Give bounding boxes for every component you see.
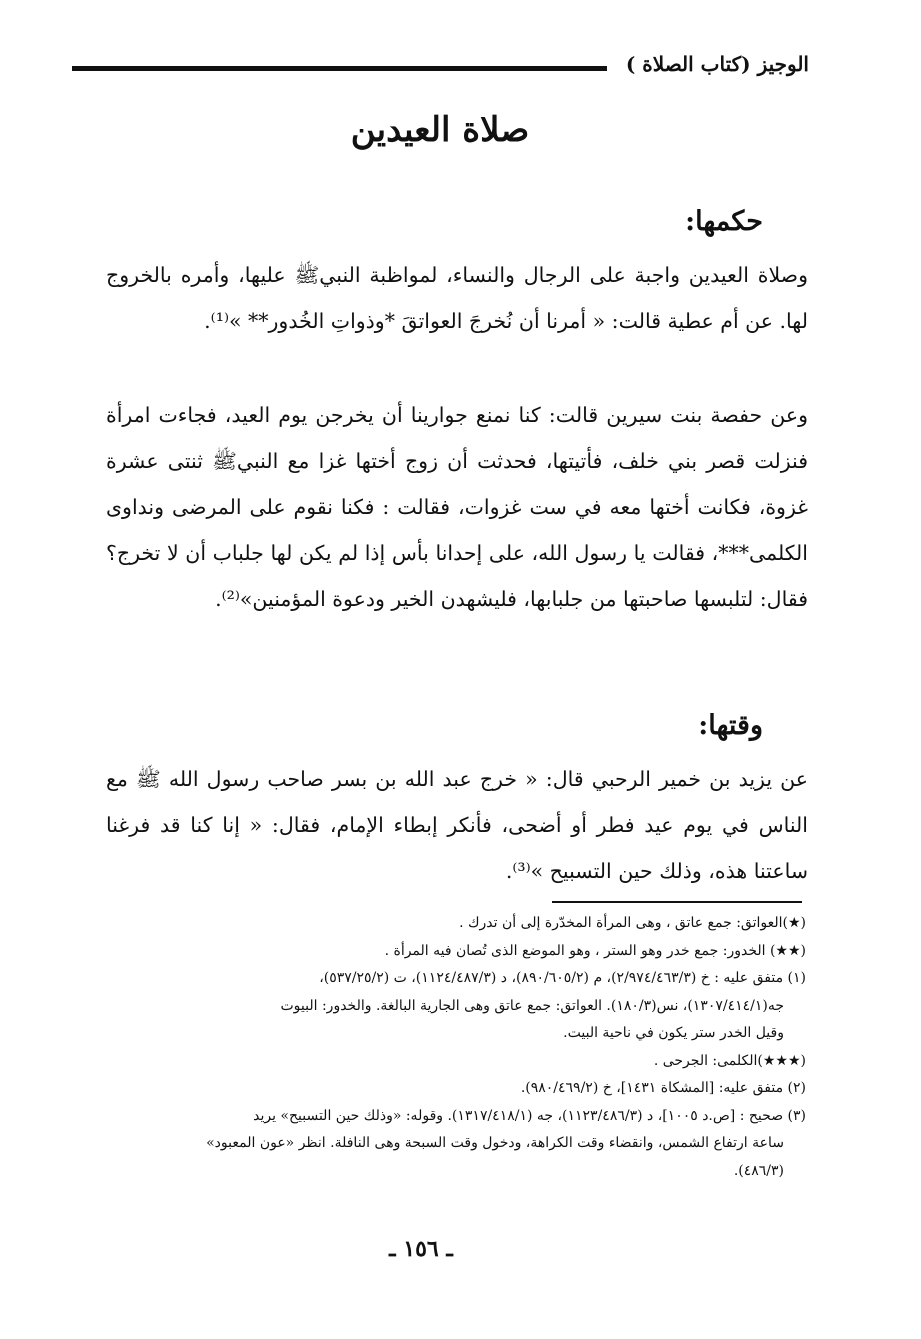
footnote: (٣) صحيح : [ص.د ١٠٠٥]، د (١١٢٣/٤٨٦/٣)، جه (١٣١٧/٤١٨/١). وقوله: «وذلك حين التسبيح» يريد (253, 1107, 806, 1124)
body-paragraph: عن يزيد بن خمير الرحبي قال: « خرج عبد الله بن بسر صاحب رسول الله ﷺ مع الناس في يوم عيد فطر أو أضحى، فأنكر إبطاء الإمام، فقال: « إنا كنا قد فرغنا ساعتنا هذه، وذلك حين التسبيح »⁽³⁾. (106, 767, 808, 883)
section-heading-timing: وقتها: (698, 710, 763, 741)
footnote: (★★) الخدور: جمع خدر وهو الستر ، وهو الموضع الذى تُصان فيه المرأة . (384, 942, 806, 959)
footnote: (٢) متفق عليه: [المشكاة ١٤٣١]، خ (٩٨٠/٤٦٩/٢). (520, 1080, 806, 1096)
footnotes (106, 910, 806, 1185)
footnote: (★)العواتق: جمع عاتق ، وهى المرأة المخدّرة إلى أن تدرك . (459, 915, 806, 931)
footnote: (★★★)الكلمى: الجرحى . (653, 1052, 806, 1069)
footnote-continuation: ساعة ارتفاع الشمس، وانقضاء وقت الكراهة، ودخول وقت السبحة وهى النافلة. انظر «عون المعبود» (206, 1135, 784, 1151)
footnote-continuation: (٤٨٦/٣). (733, 1162, 784, 1179)
body-paragraph: وعن حفصة بنت سيرين قالت: كنا نمنع جوارينا أن يخرجن يوم العيد، فجاءت امرأة فنزلت قصر بني خلف، فأتيتها، فحدثت أن زوج أختها غزا مع النبيﷺ ثنتى عشرة غزوة، فكانت أختها معه في ست غزوات، فقالت : فكنا نقوم على المرضى ونداوى الكلمى***، فقالت يا رسول الله، على إحدانا بأس إذا لم يكن لها جلباب أن لا تخرج؟ فقال: لتلبسها صاحبتها من جلبابها، فليشهدن الخير ودعوة المؤمنين»⁽²⁾. (106, 403, 808, 611)
running-header: الوجيز (كتاب الصلاة ) (625, 52, 809, 76)
footnote-continuation: وقيل الخدر ستر يكون في ناحية البيت. (563, 1025, 784, 1041)
section-heading-ruling: حكمها: (685, 206, 763, 237)
footnote-separator (552, 901, 802, 903)
chapter-title: صلاة العيدين (350, 110, 530, 150)
body-paragraph: وصلاة العيدين واجبة على الرجال والنساء، لمواظبة النبيﷺ عليها، وأمره بالخروج لها. عن أم عطية قالت: « أمرنا أن نُخرجَ العواتقَ *وذواتِ الخُدور** »⁽¹⁾. (106, 263, 808, 333)
footnote: (١) متفق عليه : خ (٢/٩٧٤/٤٦٣/٣)، م (٨٩٠/٦٠٥/٢)، د (١١٢٤/٤٨٧/٣)، ت (٥٣٧/٢٥/٢)، (319, 970, 806, 986)
footnote-continuation: جه(١٣٠٧/٤١٤/١)، نس(١٨٠/٣). العواتق: جمع عاتق وهى الجارية البالغة. والخدور: البيوت (280, 997, 784, 1014)
page-number: ـ ١٥٦ ـ (389, 1236, 453, 1262)
header-rule (72, 66, 607, 71)
